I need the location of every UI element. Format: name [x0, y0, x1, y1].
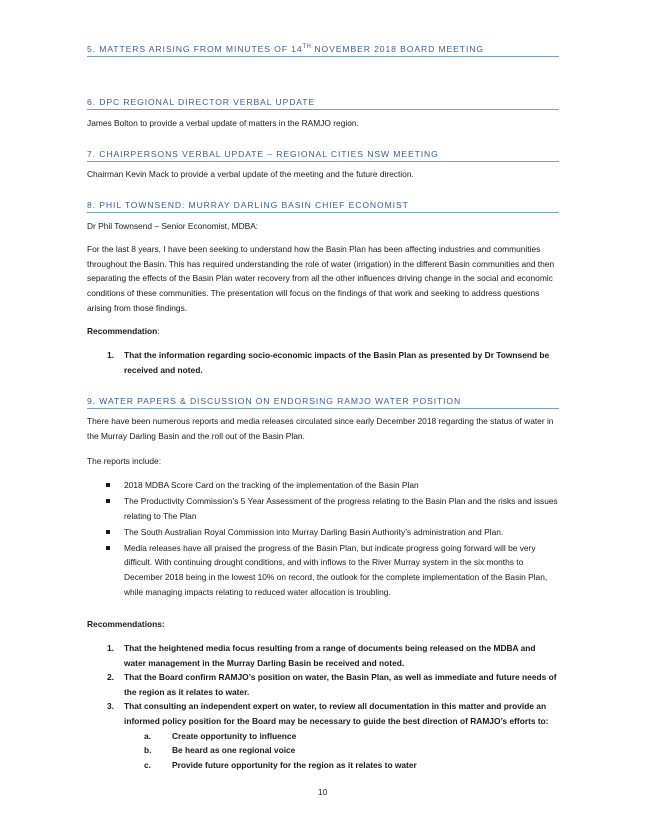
- section-9-report-list: [87, 478, 559, 601]
- bullet-icon: [106, 483, 110, 487]
- list-item-text: The Productivity Commission’s 5 Year Assessment of the progress relating to the Basin Plan and the risks and issues relating to The Plan: [124, 496, 558, 521]
- section-8-heading: 8. PHIL TOWNSEND: MURRAY DARLING BASIN CHIEF ECONOMIST: [87, 200, 559, 213]
- section-9-recommendations-label: Recommendations:: [87, 619, 165, 629]
- bullet-icon: [106, 499, 110, 503]
- section-8-recommendations: [87, 348, 559, 377]
- section-8-recommendation-label: [87, 324, 559, 339]
- bullet-icon: [106, 530, 110, 534]
- section-7-body: Chairman Kevin Mack to provide a verbal update of the meeting and the future direction.: [87, 169, 414, 179]
- section-7-heading: 7. CHAIRPERSONS VERBAL UPDATE – REGIONAL CITIES NSW MEETING: [87, 149, 559, 162]
- section-5-title-rest: NOVEMBER 2018 BOARD MEETING: [311, 44, 484, 54]
- list-item-text: Media releases have all praised the progress of the Basin Plan, but indicate progress going forward will be very difficult. With continuing drought conditions, and with inflows to the River Murray system in the six months to December 2018 being in the lowest 10% on record, the outlook for the complete implementation of the Basin Plan, while managing impacts relating to reduced water allocation is troubling.: [124, 542, 548, 597]
- sub-list-item: [124, 729, 559, 744]
- section-5-title-sup: TH: [302, 44, 312, 51]
- list-item: [87, 541, 559, 599]
- sub-list-item: [124, 743, 559, 758]
- sub-list-item-text: Provide future opportunity for the region as it relates to water: [172, 759, 417, 770]
- section-9-reports-label: The reports include:: [87, 456, 162, 466]
- section-8-rec-label-text: Recommendation: [87, 326, 158, 336]
- sub-list-item: [124, 758, 559, 773]
- list-item-number: 1.: [107, 643, 114, 653]
- list-item-number: 1.: [107, 350, 114, 360]
- sub-list-item-text: Be heard as one regional voice: [172, 745, 296, 756]
- list-item-text: That the heightened media focus resulting from a range of documents being released on the MDBA and water management in the Murray Darling Basin be received and noted.: [124, 643, 536, 668]
- list-item: [87, 525, 559, 540]
- list-item-text: That consulting an independent expert on water, to review all documentation in this matter and provide an informed policy position for the Board may be necessary to guide the best direction of RAMJO’s efforts to:: [124, 701, 549, 726]
- list-item: [87, 348, 559, 377]
- list-item: [87, 670, 559, 699]
- section-5-title: 5. MATTERS ARISING FROM MINUTES OF 14: [87, 44, 303, 54]
- list-item: [87, 494, 559, 523]
- sub-list-item-letter: c.: [144, 759, 151, 770]
- section-8-rec-label-colon: :: [157, 326, 160, 336]
- bullet-icon: [106, 546, 110, 550]
- list-item-text: That the Board confirm RAMJO’s position on water, the Basin Plan, as well as immediate and future needs of the region as it relates to water.: [124, 672, 557, 697]
- list-item: [87, 641, 559, 670]
- section-8-subtitle: Dr Phil Townsend – Senior Economist, MDBA:: [87, 221, 259, 231]
- section-6-body: James Bolton to provide a verbal update of matters in the RAMJO region.: [87, 118, 359, 128]
- list-item-number: 2.: [107, 672, 114, 683]
- list-item-text: The South Australian Royal Commission into Murray Darling Basin Authority’s administration and Plan.: [124, 526, 504, 537]
- section-8-body: For the last 8 years, I have been seeking to understand how the Basin Plan has been affecting industries and communities throughout the Basin. This has required understanding the role of water (irrigation) in the different Basin communities and then separating the effects of the Basin Plan water recovery from all the other influences driving change in the social and economic conditions of these communities. The presentation will focus on the findings of that work and seeking to address questions arising from those findings.: [87, 244, 555, 313]
- section-9-heading: 9. WATER PAPERS & DISCUSSION ON ENDORSING RAMJO WATER POSITION: [87, 396, 559, 409]
- list-item-text: 2018 MDBA Score Card on the tracking of the implementation of the Basin Plan: [124, 480, 419, 490]
- list-item-number: 3.: [107, 701, 114, 712]
- section-9-intro: There have been numerous reports and media releases circulated since early December 2018 regarding the status of water in the Murray Darling Basin and the roll out of the Basin Plan.: [87, 416, 554, 441]
- sub-list-item-letter: b.: [144, 745, 152, 756]
- section-9-recommendations: [87, 641, 559, 772]
- section-6-heading: 6. DPC REGIONAL DIRECTOR VERBAL UPDATE: [87, 97, 559, 110]
- list-item-text: That the information regarding socio-economic impacts of the Basin Plan as presented by Dr Townsend be received and noted.: [124, 350, 550, 375]
- section-5-heading: [87, 44, 559, 57]
- list-item: [87, 478, 559, 493]
- page-number: 10: [317, 787, 328, 797]
- sub-list-item-text: Create opportunity to influence: [172, 730, 297, 741]
- list-item: [87, 699, 559, 728]
- sub-list-item-letter: a.: [144, 730, 151, 741]
